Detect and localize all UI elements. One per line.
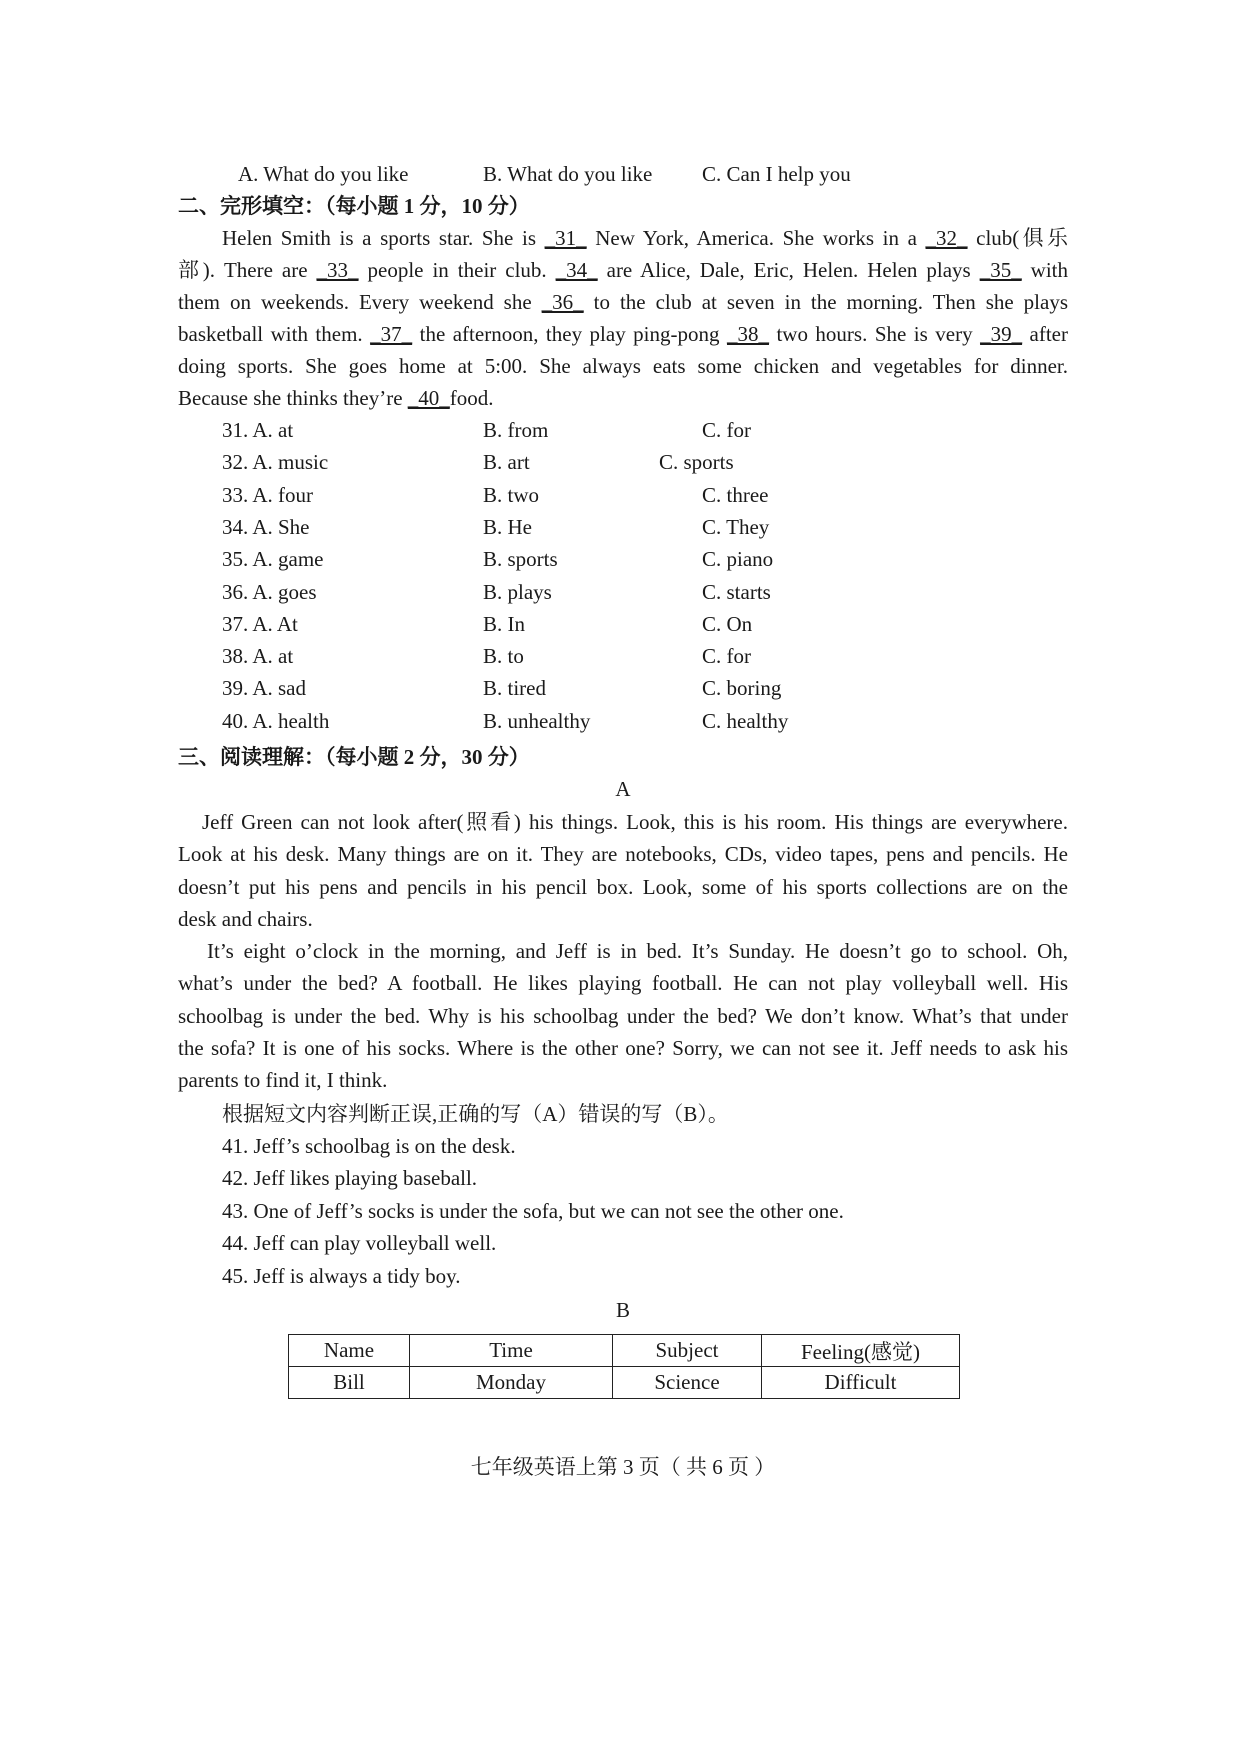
option-a: 38. A. at bbox=[222, 644, 294, 669]
option-c: C. healthy bbox=[702, 708, 789, 733]
cloze-line bbox=[178, 350, 1068, 382]
option-a: 32. A. music bbox=[222, 450, 329, 475]
paragraph-line: desk and chairs. bbox=[178, 906, 313, 931]
cloze-text: are Alice, Dale, Eric, Helen. Helen plays bbox=[597, 258, 980, 282]
cloze-line bbox=[222, 222, 1068, 254]
cloze-text: them on weekends. Every weekend she bbox=[178, 290, 542, 314]
header-feeling: Feeling(感觉) bbox=[762, 1335, 960, 1367]
option-b: B. plays bbox=[483, 579, 552, 604]
option-a: 31. A. at bbox=[222, 418, 294, 442]
option-b: B. In bbox=[483, 611, 525, 636]
option-b: B. two bbox=[483, 482, 540, 507]
option-a: 35. A. game bbox=[222, 547, 324, 572]
cloze-line bbox=[178, 382, 1068, 414]
part-a-label: A bbox=[615, 777, 631, 801]
blank-number: _37_ bbox=[370, 322, 413, 346]
cloze-text: Because she thinks they’re bbox=[178, 386, 408, 410]
option-b: B. tired bbox=[483, 676, 546, 701]
option-c: C. On bbox=[702, 611, 753, 636]
option-c: C. starts bbox=[702, 579, 771, 604]
paragraph-line: parents to find it, I think. bbox=[178, 1068, 388, 1093]
paragraph-line: doesn’t put his pens and pencils in his pencil box. Look, some of his sports collections are on the bbox=[178, 874, 1068, 899]
statement-item: 44. Jeff can play volleyball well. bbox=[222, 1231, 497, 1256]
cloze-text: after bbox=[1022, 322, 1068, 346]
option-b: B. sports bbox=[483, 547, 558, 572]
cell-feeling: Difficult bbox=[762, 1367, 960, 1399]
blank-number: _39_ bbox=[980, 322, 1023, 346]
cloze-text: people in their club. bbox=[358, 258, 556, 282]
prev-option-a: A. What do you like bbox=[238, 162, 409, 186]
cell-subject: Science bbox=[613, 1367, 762, 1399]
option-c: C. piano bbox=[702, 547, 774, 572]
option-c: C. for bbox=[702, 644, 751, 669]
option-a: 40. A. health bbox=[222, 708, 330, 733]
prev-option-c: C. Can I help you bbox=[702, 162, 851, 186]
paragraph-line: Jeff Green can not look after(照看) his things. Look, this is his room. His things are everywhere. bbox=[202, 810, 1068, 834]
paragraph-line: the sofa? It is one of his socks. Where is the other one? Sorry, we can not see it. Jeff needs to ask his bbox=[178, 1035, 1068, 1060]
blank-number: _35_ bbox=[979, 258, 1022, 282]
table-row bbox=[289, 1367, 960, 1399]
option-a: 34. A. She bbox=[222, 514, 310, 539]
option-a: 39. A. sad bbox=[222, 676, 306, 701]
blank-number: _32_ bbox=[925, 226, 968, 250]
prev-option-b: B. What do you like bbox=[483, 162, 653, 186]
statement-item: 41. Jeff’s schoolbag is on the desk. bbox=[222, 1134, 516, 1158]
cloze-line bbox=[178, 254, 1068, 286]
cell-time: Monday bbox=[410, 1367, 613, 1399]
section3-title: 三、阅读理解：（每小题 2 分，30 分） bbox=[178, 745, 530, 769]
cloze-text: food. bbox=[449, 386, 494, 410]
option-c: C. sports bbox=[659, 450, 734, 475]
blank-number: _33_ bbox=[316, 258, 359, 282]
option-a: 37. A. At bbox=[222, 611, 298, 636]
part-b-label: B bbox=[615, 1298, 630, 1322]
paragraph-line: schoolbag is under the bed. Why is his schoolbag under the bed? We don’t know. What’s that under bbox=[178, 1003, 1068, 1028]
option-b: B. art bbox=[483, 450, 530, 475]
cloze-text: the afternoon, they play ping-pong bbox=[412, 322, 727, 346]
option-b: B. unhealthy bbox=[483, 708, 591, 733]
blank-number: _34_ bbox=[555, 258, 598, 282]
cloze-text: basketball with them. bbox=[178, 322, 371, 346]
header-subject: Subject bbox=[613, 1335, 762, 1367]
option-c: C. for bbox=[702, 418, 751, 442]
table-header-row bbox=[289, 1335, 960, 1367]
schedule-table bbox=[288, 1334, 960, 1399]
cloze-text: doing sports. She goes home at 5:00. She always eats some chicken and vegetables for dinner. bbox=[178, 354, 1068, 378]
option-c: C. three bbox=[702, 482, 769, 507]
cloze-text: 部). There are bbox=[178, 258, 317, 282]
option-b: B. from bbox=[483, 418, 549, 442]
cloze-text: with bbox=[1021, 258, 1069, 282]
statement-item: 43. One of Jeff’s socks is under the sofa, but we can not see the other one. bbox=[222, 1198, 844, 1223]
paragraph-line: Look at his desk. Many things are on it. They are notebooks, CDs, video tapes, pens and pencils. He bbox=[178, 842, 1068, 867]
page-footer: 七年级英语上第 3 页（ 共 6 页 ） bbox=[470, 1455, 776, 1479]
cloze-text: New York, America. She works in a bbox=[586, 226, 926, 250]
statement-item: 45. Jeff is always a tidy boy. bbox=[222, 1263, 461, 1288]
option-b: B. to bbox=[483, 644, 524, 669]
option-a: 36. A. goes bbox=[222, 579, 317, 604]
cloze-text: club(俱乐 bbox=[967, 226, 1069, 250]
statement-item: 42. Jeff likes playing baseball. bbox=[222, 1166, 478, 1191]
cell-name: Bill bbox=[289, 1367, 410, 1399]
header-time: Time bbox=[410, 1335, 613, 1367]
instruction: 根据短文内容判断正误,正确的写（A）错误的写（B）。 bbox=[222, 1102, 729, 1126]
blank-number: _38_ bbox=[726, 322, 769, 346]
cloze-line bbox=[178, 318, 1068, 350]
option-b: B. He bbox=[483, 514, 532, 539]
section2-title: 二、完形填空：（每小题 1 分，10 分） bbox=[178, 194, 530, 218]
option-a: 33. A. four bbox=[222, 482, 313, 507]
cloze-line bbox=[178, 286, 1068, 318]
blank-number: _31_ bbox=[544, 226, 587, 250]
header-name: Name bbox=[289, 1335, 410, 1367]
blank-number: _40_ bbox=[407, 386, 450, 410]
cloze-text: Helen Smith is a sports star. She is bbox=[222, 226, 545, 250]
option-c: C. boring bbox=[702, 676, 782, 701]
paragraph-line: what’s under the bed? A football. He likes playing football. He can not play volleyball well. His bbox=[178, 971, 1068, 996]
blank-number: _36_ bbox=[541, 290, 584, 314]
paragraph-line: It’s eight o’clock in the morning, and Jeff is in bed. It’s Sunday. He doesn’t go to school. Oh, bbox=[207, 939, 1068, 963]
cloze-text: two hours. She is very bbox=[768, 322, 981, 346]
cloze-text: to the club at seven in the morning. Then she plays bbox=[583, 290, 1068, 314]
option-c: C. They bbox=[702, 514, 770, 539]
